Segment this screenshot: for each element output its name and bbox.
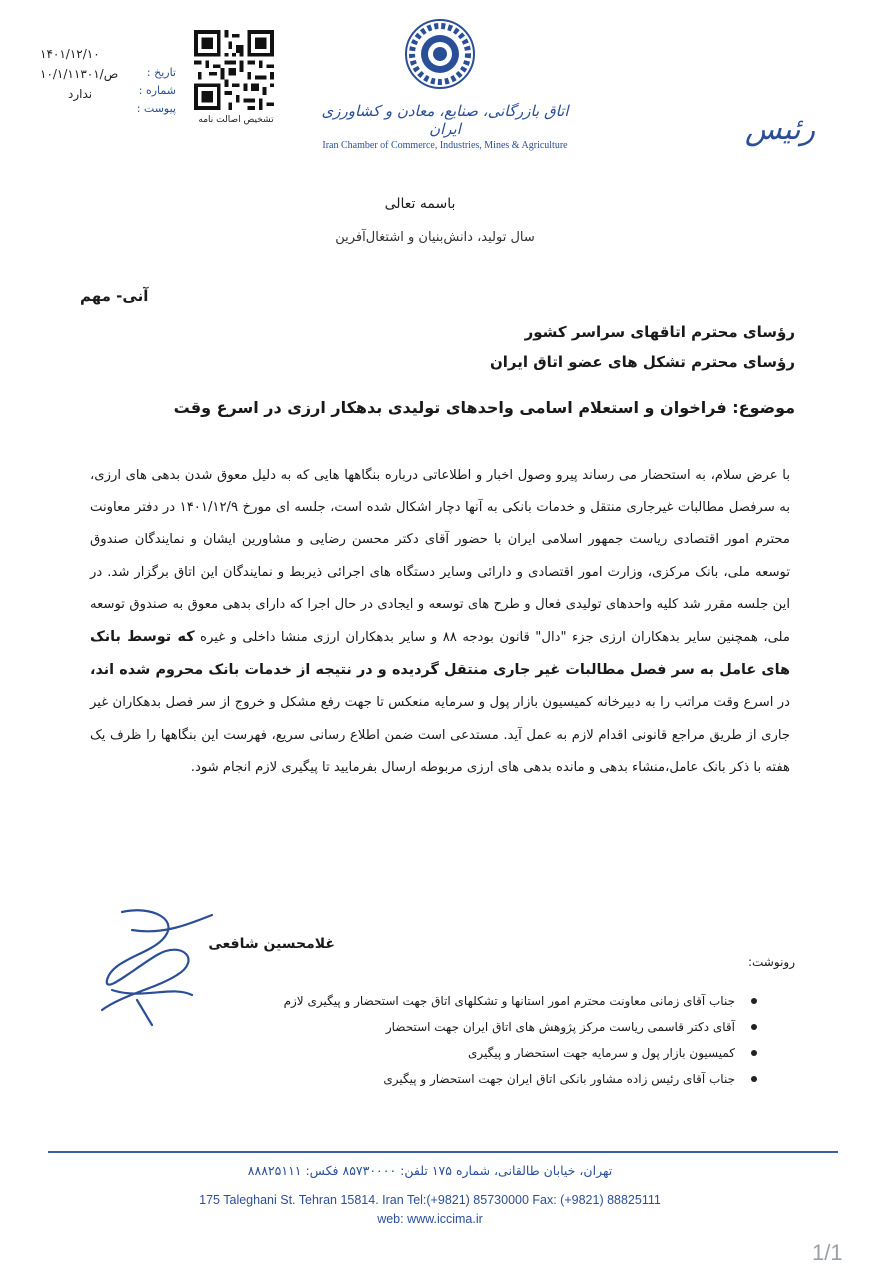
org-name-en: Iran Chamber of Commerce, Industries, Mines & Agriculture [322, 140, 568, 151]
bullet-icon [751, 998, 757, 1004]
qr-code[interactable] [194, 30, 274, 110]
org-name-fa: اتاق بازرگانی، صنایع، معادن و کشاورزی ایران [321, 102, 569, 138]
cc-item: جناب آقای زمانی معاونت محترم امور استانها و تشکلهای اتاق جهت استحضار و پیگیری لازم [197, 988, 757, 1014]
page-indicator: 1/1 [812, 1240, 843, 1265]
signatory-name: غلامحسین شافعی [208, 936, 335, 952]
chamber-emblem-icon [402, 16, 478, 92]
letter-meta-labels [128, 64, 176, 118]
president-title: رئیس [744, 112, 816, 147]
letter-attachment: ندارد [68, 87, 93, 101]
number-label: شماره : [138, 84, 176, 97]
letter-date: ۱۴۰۱/۱۲/۱۰ [40, 47, 100, 61]
qr-caption: تشخیص اصالت نامه [198, 115, 274, 125]
footer-website-link[interactable]: web: www.iccima.ir [377, 1212, 483, 1226]
bullet-icon [751, 1076, 757, 1082]
recipient-line-2: رؤسای محترم تشکل های عضو اتاق ایران [489, 353, 795, 371]
basmale: باسمه تعالی [384, 196, 456, 212]
subject-line: موضوع: فراخوان و استعلام اسامی واحدهای تولیدی بدهکار ارزی در اسرع وقت [173, 398, 795, 417]
attachment-label: پیوست : [136, 102, 176, 115]
body-text-1: با عرض سلام، به استحضار می رساند پیرو وصول اخبار و اطلاعاتی درباره بنگاهها هایی که به دلیل معوق شدن بدهی های ارزی، به سرفصل مطالبات غیرجاری منتقل و خدمات بانکی به آنها دچار اشکال شده است، جلسه ای مورخ ۱۴۰۱/۱۲/۹ در دفتر معاونت محترم امور اقتصادی ریاست جمهور اسلامی ایران با حضور آقای دکتر محسن رضایی و مشاورین ایشان و نمایندگان صندوق توسعه ملی، بانک مرکزی، وزارت امور اقتصادی و دارائی وسایر دستگاه های اجرائی ذیربط و نمایندگان این اتاق برگزار شد. در این جلسه مقرر شد کلیه واحدهای تولیدی فعال و طرح های توسعه و ایجادی در حال اجرا که دارای بدهی معوق به صندوق توسعه ملی، همچنین سایر بدهکاران ارزی جزء "دال" قانون بودجه ۸۸ و سایر بدهکاران ارزی منشا داخلی و غیره [90, 468, 790, 646]
bullet-icon [751, 1024, 757, 1030]
footer-address-fa: تهران، خیابان طالقانی، شماره ۱۷۵ تلفن: ۸۵۷۳۰۰۰۰ فکس: ۸۸۸۲۵۱۱۱ [247, 1163, 613, 1178]
cc-item: جناب آقای رئیس زاده مشاور بانکی اتاق ایران جهت استحضار و پیگیری [197, 1066, 757, 1092]
letter-body [90, 460, 790, 784]
recipient-line-1: رؤسای محترم اتاقهای سراسر کشور [524, 323, 795, 341]
cc-label: رونوشت: [747, 955, 795, 969]
bullet-icon [751, 1050, 757, 1056]
year-motto: سال تولید، دانش‌بنیان و اشتغال‌آفرین [335, 230, 535, 245]
body-text-bold: که توسط بانک های عامل به سر فصل مطالبات غیر جاری منتقل گردیده و در نتیجه از خدمات بانک محروم شده اند، [90, 629, 790, 679]
cc-item: کمیسیون بازار پول و سرمایه جهت استحضار و پیگیری [197, 1040, 757, 1066]
cc-list [197, 988, 757, 1092]
footer-address-en: 175 Taleghani St. Tehran 15814. Iran Tel:(+9821) 85730000 Fax: (+9821) 88825111 [199, 1193, 661, 1207]
cc-item: آقای دکتر قاسمی ریاست مرکز پژوهش های اتاق ایران جهت استحضار [197, 1014, 757, 1040]
letter-meta-values [40, 44, 140, 104]
footer-divider [48, 1151, 838, 1153]
urgency-label: آنی- مهم [80, 287, 149, 305]
date-label: تاریخ : [146, 66, 176, 79]
letter-number: ۱۰/۱/۱۱۳۰۱/ص [40, 67, 119, 81]
body-text-2: در اسرع وقت مراتب را به دبیرخانه کمیسیون بازار پول و سرمایه منعکس تا جهت رفع مشکل و خروج از سر فصل بدهکاران غیر جاری از طریق مراجع قانونی اقدام لازم به عمل آید. مستدعی است ضمن اطلاع رسانی سریع، فهرست این بنگاهها را ظرف یک هفته با ذکر بانک عامل،منشاء بدهی و مانده بدهی های ارزی مربوطه ارسال بفرمایید تا پیگیری لازم انجام شود. [90, 695, 790, 775]
